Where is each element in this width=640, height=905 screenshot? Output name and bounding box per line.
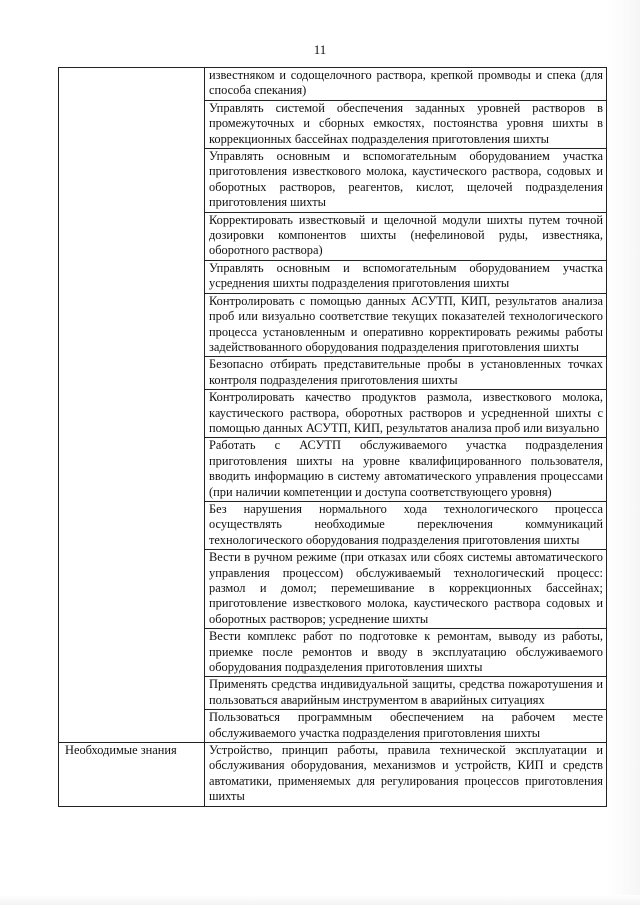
action-cell: Вести комплекс работ по подготовке к ремонтам, выводу из работы, приемке после ремонтов и вводу в эксплуатацию обслуживаемого оборудования подразделения приготовления шихты [205, 629, 607, 677]
scan-bottom-shade [0, 895, 640, 905]
category-label: Необходимые знания [59, 743, 205, 807]
action-cell: Безопасно отбирать представительные пробы в установленных точках контроля подразделения приготовления шихты [205, 357, 607, 390]
action-cell: Управлять основным и вспомогательным оборудованием участка приготовления известкового молока, каустического раствора, содовых и оборотных растворов, реагентов, кислот, щелочей подразделения приготовления шихты [205, 149, 607, 213]
table-row [59, 743, 607, 807]
action-cell: Пользоваться программным обеспечением на рабочем месте обслуживаемого участка подразделения приготовления шихты [205, 710, 607, 743]
knowledge-cell: Устройство, принцип работы, правила технической эксплуатации и обслуживания оборудования, механизмов и устройств, КИП и средств автоматики, применяемых для регулирования процессов приготовления шихты [205, 743, 607, 807]
job-functions-table [58, 67, 607, 807]
action-cell: известняком и содощелочного раствора, крепкой промводы и спека (для способа спекания) [205, 68, 607, 101]
category-cell-empty [59, 68, 205, 743]
page-number: 11 [313, 42, 327, 57]
action-cell: Контролировать с помощью данных АСУТП, КИП, результатов анализа проб или визуально соответствие текущих показателей технологического процесса установленным и оперативно корректировать режимы работы задействованного оборудования подразделения приготовления шихты [205, 293, 607, 357]
action-cell: Управлять основным и вспомогательным оборудованием участка усреднения шихты подразделения приготовления шихты [205, 260, 607, 293]
action-cell: Применять средства индивидуальной защиты, средства пожаротушения и пользоваться аварийным инструментом в аварийных ситуациях [205, 677, 607, 710]
action-cell: Без нарушения нормального хода технологического процесса осуществлять необходимые переключения коммуникаций технологического оборудования подразделения приготовления шихты [205, 501, 607, 549]
table-row [59, 68, 607, 101]
action-cell: Корректировать известковый и щелочной модули шихты путем точной дозировки компонентов шихты (нефелиновой руды, известняка, оборотного раствора) [205, 212, 607, 260]
scan-edge-shade [608, 0, 640, 905]
action-cell: Вести в ручном режиме (при отказах или сбоях системы автоматического управления процессом) обслуживаемый технологический процесс: размол и домол; перемешивание в коррекционных бассейнах; приготовление известкового молока, каустического раствора содовых и оборотных растворов; усреднение шихты [205, 550, 607, 629]
action-cell: Контролировать качество продуктов размола, известкового молока, каустического раствора, оборотных растворов и усредненной шихты с помощью данных АСУТП, КИП, результатов анализа проб или визуально [205, 390, 607, 438]
action-cell: Управлять системой обеспечения заданных уровней растворов в промежуточных и сборных емкостях, постоянства уровня шихты в коррекционных бассейнах подразделения приготовления шихты [205, 100, 607, 148]
action-cell: Работать с АСУТП обслуживаемого участка подразделения приготовления шихты на уровне квалифицированного пользователя, вводить информацию в систему автоматического управления процессами (при наличии компетенции и доступа соответствующего уровня) [205, 438, 607, 502]
